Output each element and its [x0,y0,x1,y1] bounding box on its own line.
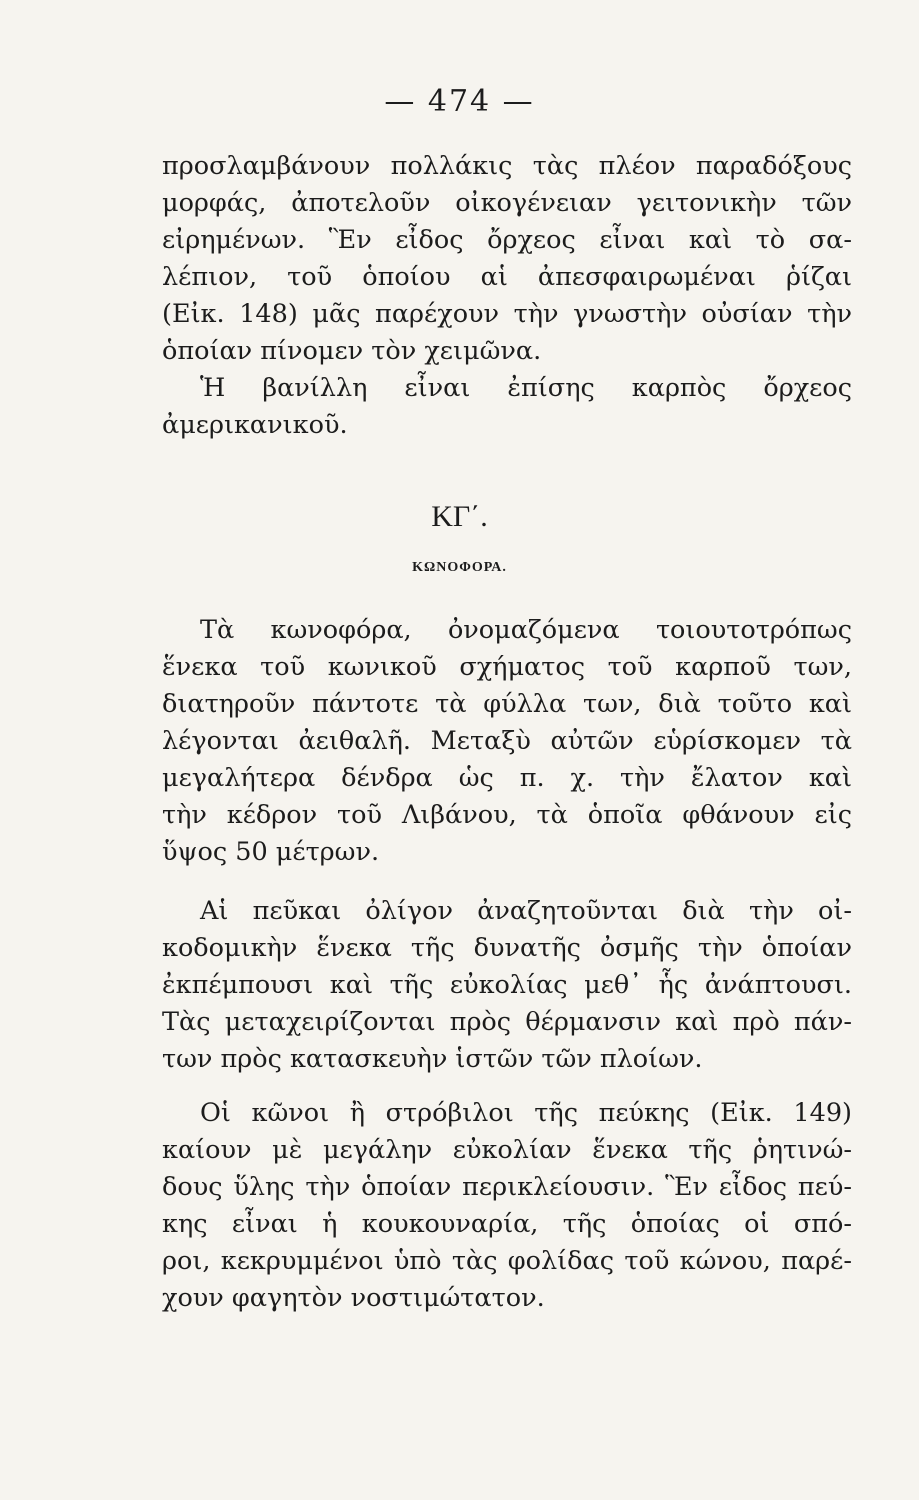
text-line: (Εἰκ. 148) μᾶς παρέχουν τὴν γνωστὴν οὐσίαν τὴν [162,299,852,329]
text-line: διατηροῦν πάντοτε τὰ φύλλα των, διὰ τοῦτο καὶ [162,689,852,719]
text-line: Ἡ βανίλλη εἶναι ἐπίσης καρπὸς ὄρχεος [200,373,852,403]
text-line: Τὰς μεταχειρίζονται πρὸς θέρμανσιν καὶ πρὸ πάν- [162,1007,852,1037]
text-line: κοδομικὴν ἕνεκα τῆς δυνατῆς ὀσμῆς τὴν ὁποίαν [162,933,852,963]
text-line: ἐκπέμπουσι καὶ τῆς εὐκολίας μεθ᾽ ἧς ἀνάπτουσι. [162,970,852,1000]
text-line: προσλαμβάνουν πολλάκις τὰς πλέον παραδόξους [162,151,852,181]
text-line: των πρὸς κατασκευὴν ἱστῶν τῶν πλοίων. [162,1044,703,1074]
text-line: χουν φαγητὸν νοστιμώτατον. [162,1283,545,1313]
paragraph-orchids-intro [162,148,852,370]
text-line: μορφάς, ἀποτελοῦν οἰκογένειαν γειτονικὴν τῶν [162,188,852,218]
text-line: ὕψος 50 μέτρων. [162,837,380,867]
text-line: λέπιον, τοῦ ὁποίου αἱ ἀπεσφαιρωμέναι ῥίζαι [162,262,852,292]
text-line: Τὰ κωνοφόρα, ὀνομαζόμενα τοιουτοτρόπως [200,615,852,645]
text-line: εἰρημένων. Ἓν εἶδος ὄρχεος εἶναι καὶ τὸ σα- [162,225,852,255]
text-line: ροι, κεκρυμμένοι ὑπὸ τὰς φολίδας τοῦ κώνου, παρέ- [162,1246,852,1276]
text-line: Αἱ πεῦκαι ὀλίγον ἀναζητοῦνται διὰ τὴν οἰ- [200,896,852,926]
paragraph-vanilla [162,370,852,444]
text-line: λέγονται ἀειθαλῆ. Μεταξὺ αὐτῶν εὑρίσκομεν τὰ [162,726,852,756]
text-line: ὁποίαν πίνομεν τὸν χειμῶνα. [162,336,542,366]
paragraph-pine-cones [162,1095,852,1317]
page-number: — 474 — [384,84,535,119]
text-line: καίουν μὲ μεγάλην εὐκολίαν ἕνεκα τῆς ῥητινώ- [162,1135,852,1165]
section-number: ΚΓ΄. [431,500,488,533]
paragraph-conifers [162,612,852,871]
paragraph-pines [162,893,852,1078]
text-line: μεγαλήτερα δένδρα ὡς π. χ. τὴν ἔλατον καὶ [162,763,852,793]
section-title: ΚΩΝΟΦΟΡΑ. [412,560,507,575]
text-line: κης εἶναι ἡ κουκουναρία, τῆς ὁποίας οἱ σπό- [162,1209,852,1239]
text-line: ἕνεκα τοῦ κωνικοῦ σχήματος τοῦ καρποῦ των, [162,652,852,682]
text-line: δους ὕλης τὴν ὁποίαν περικλείουσιν. Ἓν εἶδος πεύ- [162,1172,852,1202]
text-line: ἀμερικανικοῦ. [162,410,348,440]
text-line: Οἱ κῶνοι ἢ στρόβιλοι τῆς πεύκης (Εἰκ. 149) [200,1098,852,1128]
text-line: τὴν κέδρον τοῦ Λιβάνου, τὰ ὁποῖα φθάνουν εἰς [162,800,852,830]
